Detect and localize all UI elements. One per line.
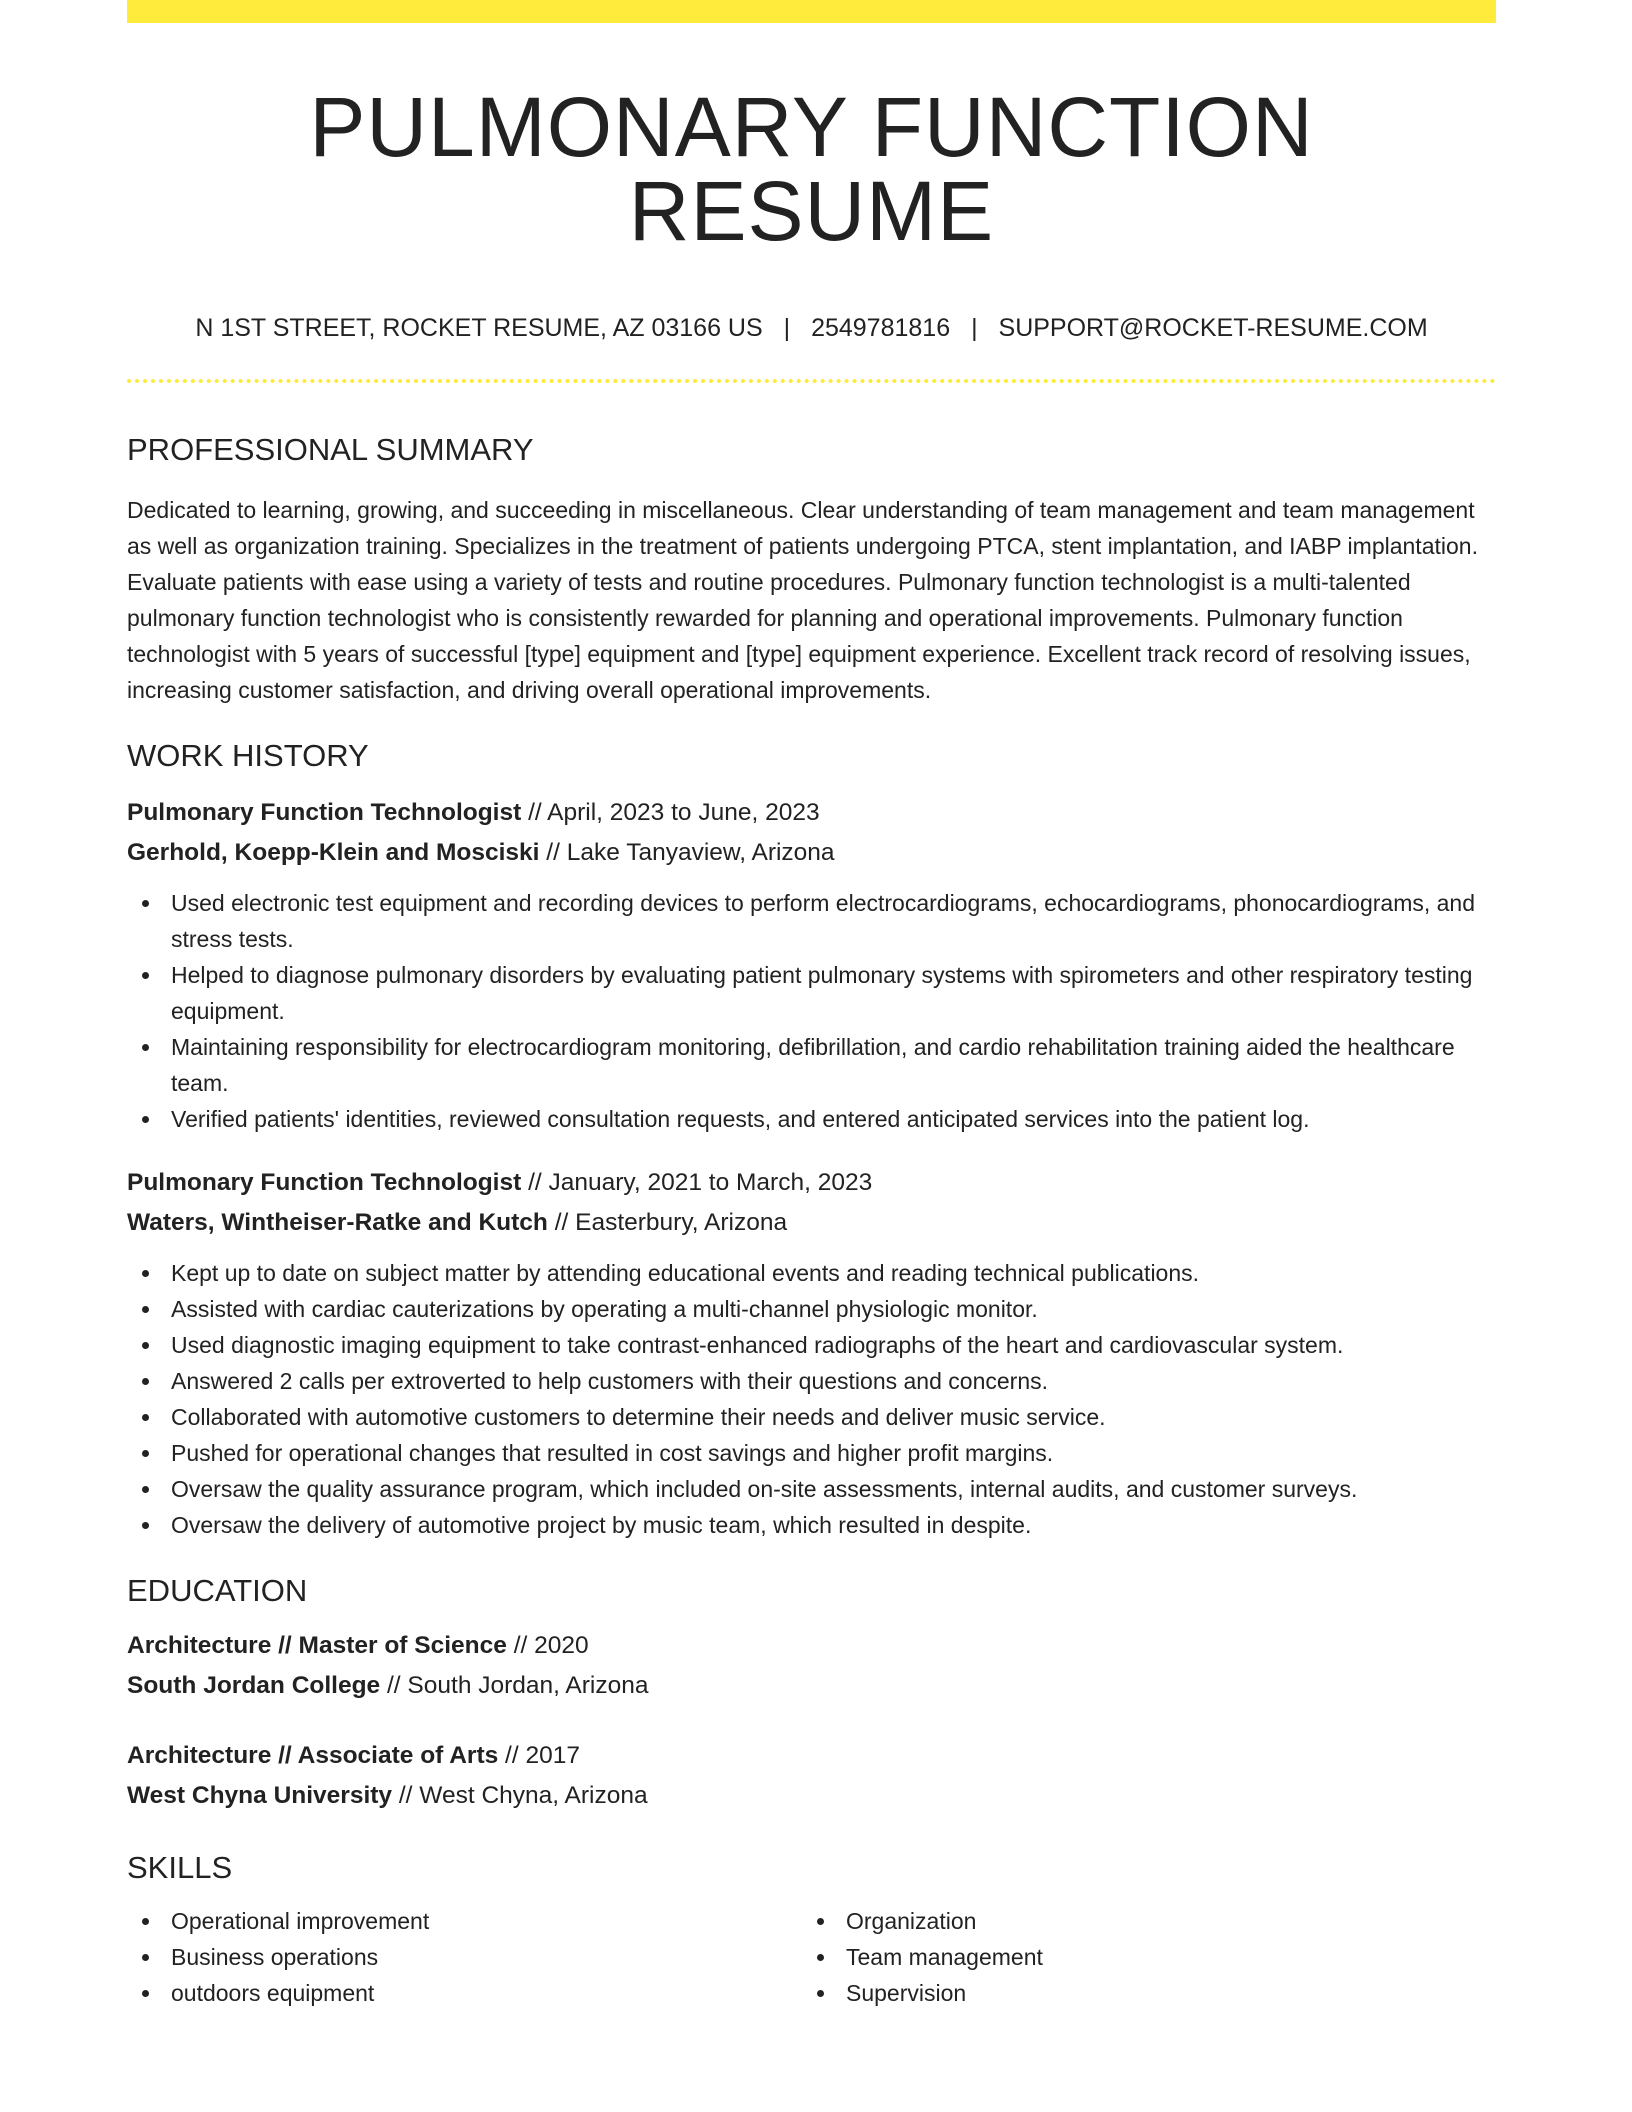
education-degree: Architecture // Associate of Arts [127, 1742, 499, 1769]
list-item: Oversaw the delivery of automotive project by music team, which resulted in despite. [127, 1507, 1496, 1543]
education-degree: Architecture // Master of Science [127, 1632, 507, 1659]
contact-phone: 2549781816 [811, 314, 951, 342]
job-title: Pulmonary Function Technologist [127, 1169, 522, 1196]
education-school: South Jordan College [127, 1672, 381, 1699]
resume-title: PULMONARY FUNCTION RESUME [309, 80, 1314, 258]
list-item: Business operations [127, 1939, 802, 1975]
contact-separator: | [783, 314, 791, 342]
accent-top-bar [127, 0, 1496, 23]
education-school-line [127, 1666, 1496, 1706]
list-item: Oversaw the quality assurance program, which included on-site assessments, internal audits, and customer surveys. [127, 1471, 1496, 1507]
job-dates: // January, 2021 to March, 2023 [521, 1169, 873, 1196]
list-item: Used electronic test equipment and recording devices to perform electrocardiograms, echocardiograms, phonocardiograms, and stress tests. [127, 885, 1496, 957]
contact-address: N 1ST STREET, ROCKET RESUME, AZ 03166 US [195, 314, 763, 342]
summary-text: Dedicated to learning, growing, and succeeding in miscellaneous. Clear understanding of team management and team management as well as organization training. Specializes in the treatment of patients undergoing PTCA, stent implantation, and IABP implantation. Evaluate patients with ease using a variety of tests and routine procedures. Pulmonary function technologist is a multi-talented pulmonary function technologist who is consistently rewarded for planning and operational improvements. Pulmonary function technologist with 5 years of successful [type] equipment and [type] equipment experience. Excellent track record of resolving issues, increasing customer satisfaction, and driving overall operational improvements. [127, 497, 1478, 703]
job-dates: // April, 2023 to June, 2023 [521, 799, 820, 826]
job-company: Gerhold, Koepp-Klein and Mosciski [127, 839, 540, 866]
job-title-line [127, 793, 1496, 833]
list-item: Team management [802, 1939, 1477, 1975]
skills-grid [127, 1903, 1496, 2011]
summary-heading: PROFESSIONAL SUMMARY [127, 432, 534, 467]
contact-line [127, 316, 1496, 341]
job-company-line [127, 1203, 1496, 1243]
job-location: // Easterbury, Arizona [547, 1209, 788, 1236]
contact-email: SUPPORT@ROCKET-RESUME.COM [998, 314, 1428, 342]
education-entry [127, 1736, 1496, 1816]
skills-list-left [127, 1903, 802, 2011]
skills-list-right [802, 1903, 1477, 2011]
list-item: Kept up to date on subject matter by attending educational events and reading technical publications. [127, 1255, 1496, 1291]
resume-page [127, 0, 1496, 2011]
education-degree-line [127, 1736, 1496, 1776]
list-item: Maintaining responsibility for electrocardiogram monitoring, defibrillation, and cardio rehabilitation training aided the healthcare team. [127, 1029, 1496, 1101]
job-location: // Lake Tanyaview, Arizona [539, 839, 835, 866]
education-degree-line [127, 1626, 1496, 1666]
list-item: Verified patients' identities, reviewed consultation requests, and entered anticipated services into the patient log. [127, 1101, 1496, 1137]
education-year: // 2017 [498, 1742, 580, 1769]
list-item: Answered 2 calls per extroverted to help customers with their questions and concerns. [127, 1363, 1496, 1399]
list-item: Organization [802, 1903, 1477, 1939]
job-bullets [127, 1255, 1496, 1543]
list-item: Pushed for operational changes that resulted in cost savings and higher profit margins. [127, 1435, 1496, 1471]
list-item: Assisted with cardiac cauterizations by operating a multi-channel physiologic monitor. [127, 1291, 1496, 1327]
list-item: Supervision [802, 1975, 1477, 2011]
list-item: Operational improvement [127, 1903, 802, 1939]
education-school-line [127, 1776, 1496, 1816]
job-entry [127, 793, 1496, 1137]
list-item: outdoors equipment [127, 1975, 802, 2011]
contact-separator: | [971, 314, 978, 342]
education-school: West Chyna University [127, 1782, 393, 1809]
list-item: Used diagnostic imaging equipment to take contrast-enhanced radiographs of the heart and cardiovascular system. [127, 1327, 1496, 1363]
job-bullets [127, 885, 1496, 1137]
job-entry [127, 1163, 1496, 1543]
job-company: Waters, Wintheiser-Ratke and Kutch [127, 1209, 548, 1236]
skills-heading: SKILLS [127, 1850, 233, 1885]
dotted-divider [127, 379, 1496, 383]
education-location: // South Jordan, Arizona [380, 1672, 649, 1699]
job-title: Pulmonary Function Technologist [127, 799, 522, 826]
education-heading: EDUCATION [127, 1573, 308, 1608]
education-location: // West Chyna, Arizona [392, 1782, 648, 1809]
list-item: Collaborated with automotive customers to determine their needs and deliver music service. [127, 1399, 1496, 1435]
job-company-line [127, 833, 1496, 873]
work-history-heading: WORK HISTORY [127, 738, 369, 773]
education-year: // 2020 [506, 1632, 589, 1659]
education-entry [127, 1626, 1496, 1706]
list-item: Helped to diagnose pulmonary disorders by evaluating patient pulmonary systems with spirometers and other respiratory testing equipment. [127, 957, 1496, 1029]
job-title-line [127, 1163, 1496, 1203]
